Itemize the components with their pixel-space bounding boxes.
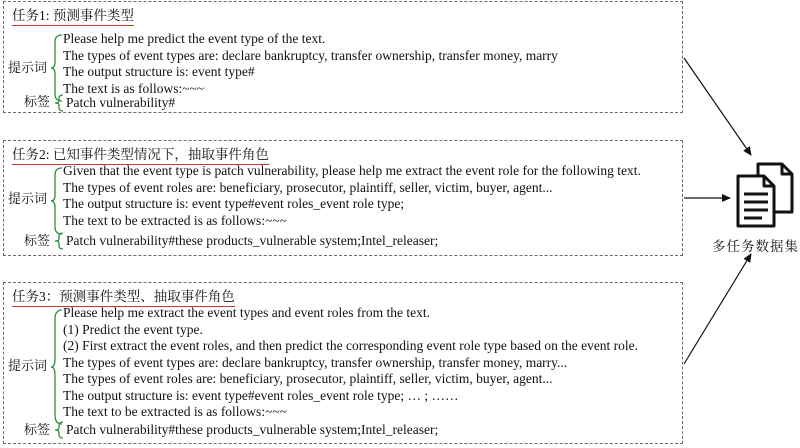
task-1-answer-label: 标签 <box>24 94 51 109</box>
prompt-line: (1) Predict the event type. <box>63 321 203 337</box>
prompt-line: The output structure is: event type#event roles_event role type; <box>63 196 405 211</box>
prompt-line: Please help me extract the event types and event roles from the text. <box>63 305 430 320</box>
arrow-task-1 <box>684 58 751 155</box>
prompt-line: (2) First extract the event roles, and then predict the corresponding event role type based on the event role. <box>63 338 639 353</box>
prompt-line: The types of event roles are: beneficiary, prosecutor, plaintiff, seller, victim, buyer, agent... <box>63 371 553 386</box>
prompt-line: The text to be extracted is as follows:~~~ <box>63 404 287 419</box>
task-1-answer: Patch vulnerability# <box>66 95 176 110</box>
task-2-answer: Patch vulnerability#these products_vulnerable system;Intel_releaser; <box>66 233 439 248</box>
task-1-title: 任务1: 预测事件类型 <box>12 8 134 26</box>
prompt-line: The text is as follows:~~~ <box>63 80 205 96</box>
task-1-prompt-label: 提示词 <box>8 60 48 75</box>
prompt-line: The types of event types are: declare bankruptcy, transfer ownership, transfer money, marry <box>63 47 558 63</box>
task-2-answer-label: 标签 <box>24 233 51 248</box>
prompt-line: The types of event roles are: beneficiary, prosecutor, plaintiff, seller, victim, buyer, agent... <box>63 179 553 195</box>
task-3-title: 任务3：预测事件类型、抽取事件角色 <box>12 289 235 307</box>
prompt-line: Please help me predict the event type of the text. <box>63 31 326 46</box>
task-2-title: 任务2: 已知事件类型情况下，抽取事件角色 <box>12 147 269 165</box>
prompt-line: The output structure is: event type# <box>63 64 255 79</box>
task-2-prompt-label: 提示词 <box>8 191 48 206</box>
task-3-answer-label: 标签 <box>24 422 51 437</box>
task-3-answer: Patch vulnerability#these products_vulnerable system;Intel_releaser; <box>66 422 439 437</box>
dataset-label: 多任务数据集 <box>712 239 799 254</box>
task-3-prompt-label: 提示词 <box>8 358 48 373</box>
prompt-line: The text to be extracted is as follows:~~~ <box>63 212 287 228</box>
prompt-line: The output structure is: event type#event roles_event role type; … ; …… <box>63 387 459 403</box>
prompt-line: Given that the event type is patch vulnerability, please help me extract the event role for the following text. <box>63 163 641 178</box>
documents-icon <box>730 160 800 230</box>
arrow-task-3 <box>684 254 751 364</box>
prompt-line: The types of event types are: declare bankruptcy, transfer ownership, transfer money, marry... <box>63 354 568 370</box>
